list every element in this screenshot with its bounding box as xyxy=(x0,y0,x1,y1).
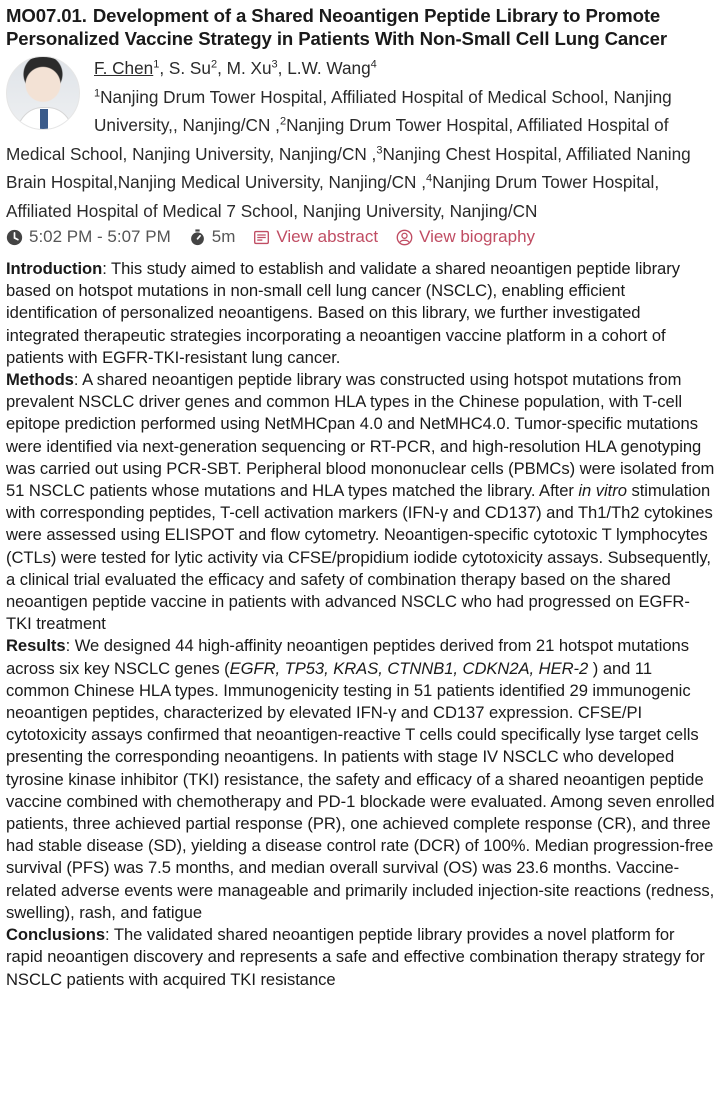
affiliation-line xyxy=(6,83,715,112)
affiliation-sup: 2 xyxy=(279,115,287,128)
affiliation-text: Nanjing Drum Tower Hospital, Affiliated Hospital of xyxy=(286,115,669,135)
view-biography-label[interactable]: View biography xyxy=(419,227,536,246)
time-slot xyxy=(6,224,171,250)
affiliation-text: University,, Nanjing/CN , xyxy=(94,115,280,135)
conclusions-text: : The validated shared neoantigen peptide library provides a novel platform for rapid neoantigen discovery and represents a safe and effective combination therapy strategy for NSCLC patients with acquired TKI resistance xyxy=(6,925,705,989)
avatar[interactable] xyxy=(6,56,80,130)
affiliation-line xyxy=(6,197,715,226)
methods-section xyxy=(6,369,715,635)
results-text: : We designed 44 high-affinity neoantigen peptides derived from 21 hotspot mutations across six key NSCLC genes ( xyxy=(6,636,689,678)
results-section xyxy=(6,635,715,924)
methods-text-cont: stimulation with corresponding peptides, T-cell activation markers (IFN-γ and CD137) and Th1/Th2 cytokines were assessed using ELISPOT and flow cytometry. Neoantigen-specific cytotoxic T lymphocytes (CTLs) were tested for lytic activity via CFSE/propidium iodide cytotoxicity assays. Subsequently, a clinical trial evaluated the efficacy and safety of combination therapy based on the shared neoantigen peptide vaccine in patients with advanced NSCLC who had progressed on EGFR-TKI treatment xyxy=(6,481,713,634)
author-sep: , xyxy=(277,58,288,78)
conclusions-heading: Conclusions xyxy=(6,925,106,945)
author-name: M. Xu xyxy=(226,58,272,78)
avatar-tie xyxy=(40,109,48,129)
view-biography-link[interactable] xyxy=(396,224,535,250)
author-list xyxy=(6,54,715,83)
person-circle-icon xyxy=(396,229,413,246)
methods-italic: in vitro xyxy=(578,481,627,501)
introduction-text: : This study aimed to establish and validate a shared neoantigen peptide library based on hotspot mutations in non-small cell lung cancer (NSCLC), enabling efficient identification of personalized neoantigens. Based on this library, we further investigated integrated therapeutic strategies incorporating a neoantigen vaccine platform in a cohort of patients with EGFR-TKI-resistant lung cancer. xyxy=(6,259,680,367)
results-heading: Results xyxy=(6,636,66,656)
duration xyxy=(189,224,236,250)
presenter-sup: 1 xyxy=(153,58,160,71)
results-text-cont: ) and 11 common Chinese HLA types. Immunogenicity testing in 51 patients identified 29 immunogenic neoantigen peptides, characterized by elevated IFN-γ and CD137 expression. CFSE/PI cytotoxicity assays confirmed that neoantigen-reactive T cells could specifically lyse target cells presenting the corresponding neoantigens. In patients with stage IV NSCLC who developed tyrosine kinase inhibitor (TKI) resistance, the safety and efficacy of a shared neoantigen peptide vaccine combined with chemotherapy and PD-1 blockade were evaluated. Among seven enrolled patients, three achieved partial response (PR), one achieved complete response (CR), and three had stable disease (SD), yielding a disease control rate (DCR) of 100%. Median progression-free survival (PFS) was 7.5 months, and median overall survival (OS) was 23.6 months. Vaccine-related adverse events were manageable and primarily included injection-site reactions (redness, swelling), rash, and fatigue xyxy=(6,658,715,922)
author-header xyxy=(6,54,715,250)
time-range: 5:02 PM - 5:07 PM xyxy=(29,227,171,246)
abstract-title-block xyxy=(6,4,715,50)
presenter-name[interactable]: F. Chen xyxy=(94,58,154,78)
view-abstract-link[interactable] xyxy=(253,224,378,250)
introduction-section xyxy=(6,258,715,369)
author-sep: , xyxy=(217,58,227,78)
document-icon xyxy=(253,229,270,246)
affiliation-sup: 3 xyxy=(376,143,383,156)
affiliation-text: Nanjing Drum Tower Hospital, Affiliated Hospital of Medical School, Nanjing xyxy=(100,86,672,107)
abstract-code: MO07.01. xyxy=(6,5,87,26)
author-sep: , xyxy=(159,58,169,78)
author-sup: 4 xyxy=(370,58,377,71)
affiliation-line xyxy=(6,140,715,169)
affiliation-line xyxy=(6,111,715,140)
affiliation-text: Nanjing Drum Tower Hospital, xyxy=(432,172,660,192)
introduction-heading: Introduction xyxy=(6,259,103,278)
abstract-body xyxy=(6,258,715,991)
author-sup: 3 xyxy=(271,58,278,71)
clock-icon xyxy=(6,229,23,246)
stopwatch-icon xyxy=(189,229,206,246)
conclusions-section xyxy=(6,924,715,991)
affiliation-text: Medical School, Nanjing University, Nanjing/CN , xyxy=(6,143,377,164)
duration-value: 5m xyxy=(211,227,236,246)
author-name: L.W. Wang xyxy=(287,58,371,78)
abstract-title: Development of a Shared Neoantigen Peptide Library to Promote Personalized Vaccine Strategy in Patients With Non-Small Cell Lung Cancer xyxy=(6,5,668,49)
view-abstract-label[interactable]: View abstract xyxy=(276,227,379,246)
methods-text: : A shared neoantigen peptide library was constructed using hotspot mutations from prevalent NSCLC driver genes and common HLA types in the Chinese population, with T-cell epitope prediction performed using NetMHCpan 4.0 and NetMHC4.0. Tumor-specific mutations were identified via next-generation sequencing or RT-PCR, and high-resolution HLA genotyping was carried out using PCR-SBT. Peripheral blood mononuclear cells (PBMCs) were isolated from 51 NSCLC patients whose mutations and HLA types matched the library. After xyxy=(6,370,715,501)
author-info xyxy=(6,54,715,225)
affiliation-sup: 4 xyxy=(426,172,433,185)
session-meta xyxy=(6,224,715,250)
author-name: S. Su xyxy=(168,58,211,78)
affiliation-text: Nanjing Chest Hospital, Affiliated Naning xyxy=(382,143,691,164)
affiliation-sup: 1 xyxy=(94,86,101,99)
affiliation-text: Affiliated Hospital of Medical 7 School, Nanjing University, Nanjing/CN xyxy=(6,200,538,221)
affiliation-line xyxy=(6,168,715,197)
affiliation-text: Brain Hospital,Nanjing Medical University, Nanjing/CN , xyxy=(6,172,426,192)
results-genes: EGFR, TP53, KRAS, CTNNB1, CDKN2A, HER-2 xyxy=(229,658,589,678)
methods-heading: Methods xyxy=(6,370,74,390)
author-sup: 2 xyxy=(210,58,218,71)
